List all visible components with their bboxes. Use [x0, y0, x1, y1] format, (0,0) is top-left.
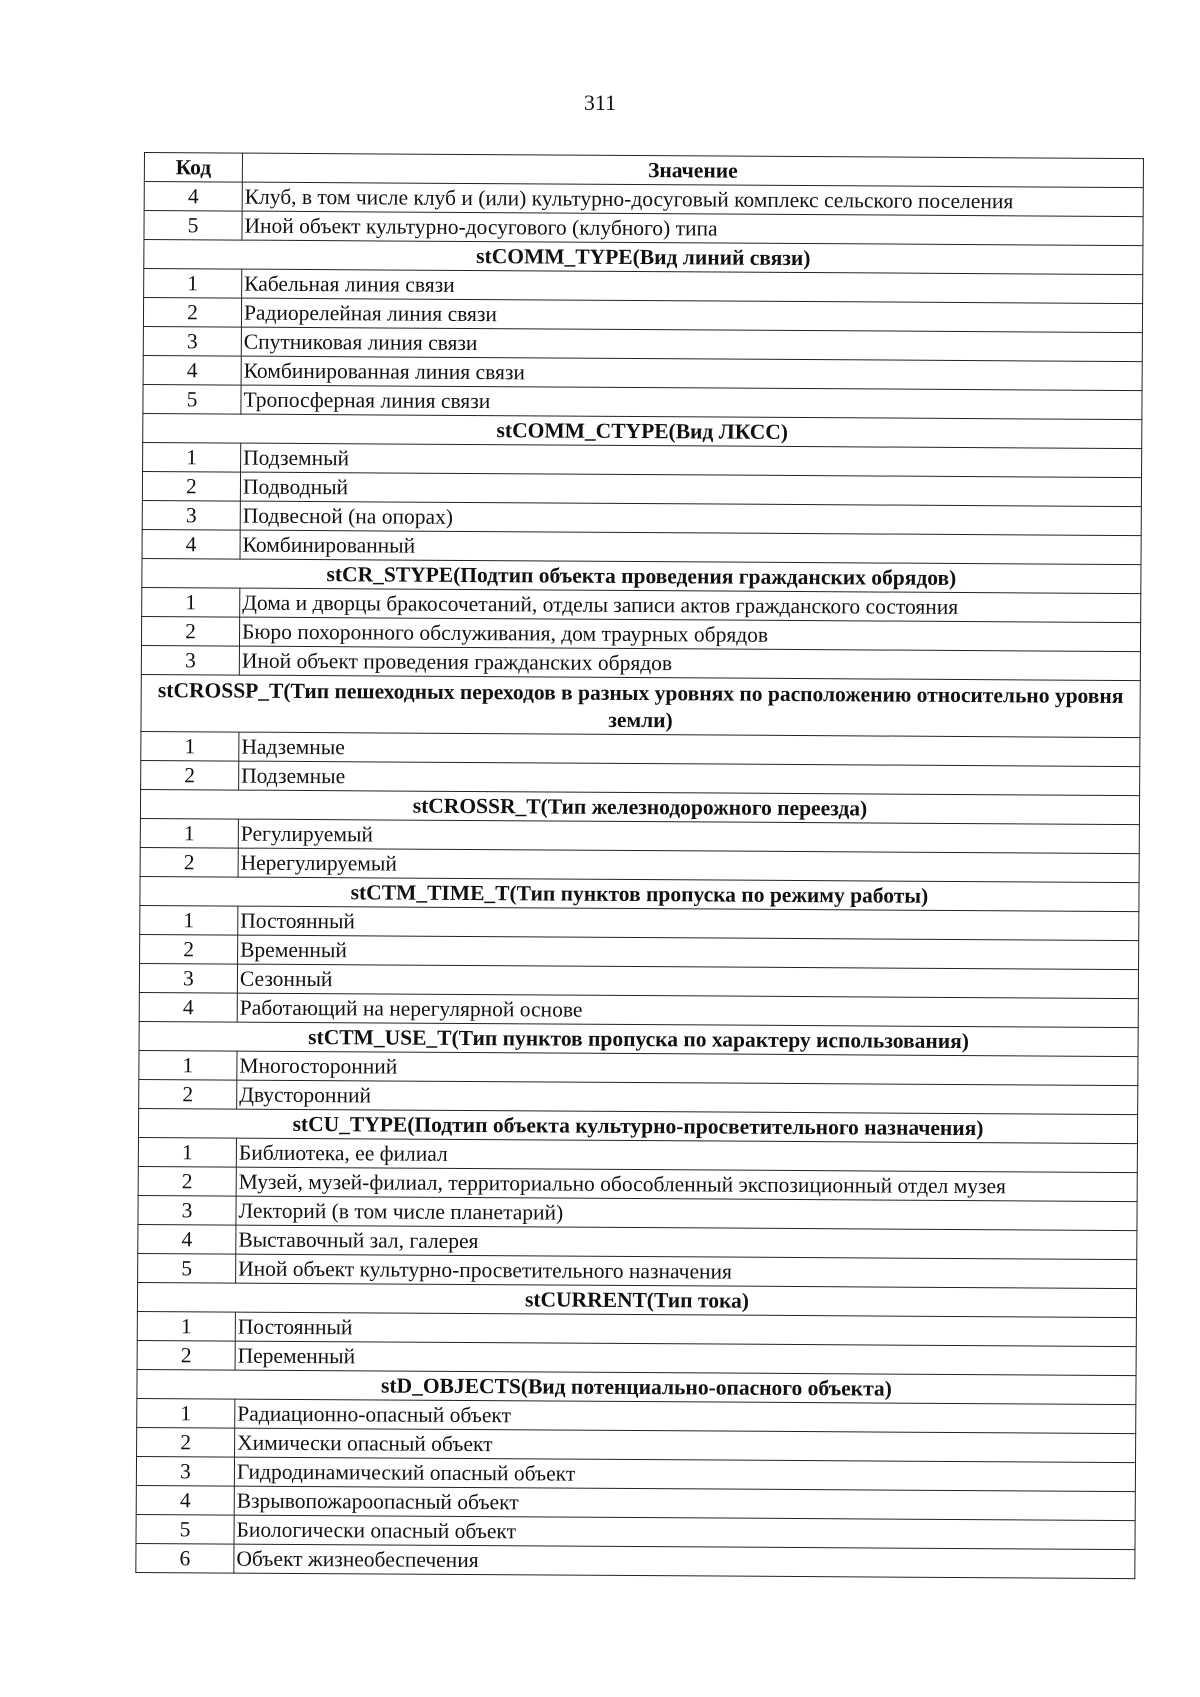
- code-cell: 2: [141, 760, 239, 790]
- code-cell: 4: [142, 529, 240, 559]
- code-cell: 5: [136, 1514, 234, 1544]
- value-cell: Работающий на нерегулярной основе: [237, 993, 1138, 1028]
- code-cell: 2: [143, 298, 241, 328]
- group-title: stCTM_USE_T(Тип пунктов пропуска по характеру использования): [139, 1021, 1138, 1056]
- group-title: stCOMM_CTYPE(Вид ЛКСС): [143, 413, 1142, 448]
- code-cell: 1: [140, 905, 238, 935]
- header-code: Код: [144, 153, 242, 183]
- code-cell: 1: [138, 1137, 236, 1167]
- value-cell: Двусторонний: [237, 1080, 1138, 1115]
- code-cell: 2: [139, 1079, 237, 1109]
- group-title: stCOMM_TYPE(Вид линий связи): [144, 240, 1143, 275]
- code-cell: 5: [144, 211, 242, 241]
- value-cell: Подвесной (на опорах): [240, 501, 1141, 536]
- value-cell: Подводный: [240, 472, 1141, 507]
- value-cell: Надземные: [239, 732, 1140, 767]
- value-cell: Библиотека, ее филиал: [236, 1138, 1137, 1173]
- code-cell: 2: [137, 1427, 235, 1457]
- value-cell: Иной объект культурно-просветительного назначения: [236, 1254, 1137, 1289]
- value-cell: Тропосферная линия связи: [241, 385, 1142, 420]
- code-cell: 4: [144, 182, 242, 212]
- code-cell: 3: [139, 963, 237, 993]
- code-cell: 4: [139, 992, 237, 1022]
- code-cell: 1: [139, 1050, 237, 1080]
- value-cell: Нерегулируемый: [238, 848, 1139, 883]
- value-cell: Иной объект проведения гражданских обрядов: [239, 646, 1140, 681]
- value-cell: Постоянный: [238, 906, 1139, 941]
- code-cell: 2: [141, 616, 239, 646]
- code-cell: 2: [142, 471, 240, 501]
- header-value: Значение: [242, 153, 1143, 188]
- code-cell: 5: [143, 384, 241, 414]
- group-title: stCROSSP_T(Тип пешеходных переходов в разных уровнях по расположению относительно уровня земли): [141, 674, 1140, 737]
- code-cell: 1: [140, 818, 238, 848]
- page-number: 311: [583, 90, 617, 115]
- value-cell: Комбинированный: [240, 530, 1141, 565]
- group-title: stCU_TYPE(Подтип объекта культурно-просветительного назначения): [138, 1108, 1137, 1143]
- value-cell: Взрывопожароопасный объект: [234, 1486, 1135, 1521]
- value-cell: Дома и дворцы бракосочетаний, отделы записи актов гражданского состояния: [240, 588, 1141, 623]
- value-cell: Объект жизнеобеспечения: [234, 1544, 1135, 1579]
- code-cell: 2: [138, 1166, 236, 1196]
- value-cell: Гидродинамический опасный объект: [234, 1457, 1135, 1492]
- code-cell: 4: [143, 355, 241, 385]
- table-row: [136, 1543, 1135, 1578]
- value-cell: Химически опасный объект: [235, 1428, 1136, 1463]
- group-title: stD_OBJECTS(Вид потенциально-опасного объекта): [137, 1369, 1136, 1404]
- code-cell: 3: [142, 500, 240, 530]
- code-cell: 1: [137, 1398, 235, 1428]
- value-cell: Сезонный: [237, 964, 1138, 999]
- value-cell: Многосторонний: [237, 1051, 1138, 1086]
- value-cell: Комбинированная линия связи: [241, 356, 1142, 391]
- code-cell: 1: [143, 442, 241, 472]
- value-cell: Кабельная линия связи: [242, 269, 1143, 304]
- group-title: stCROSSR_T(Тип железнодорожного переезда): [140, 789, 1139, 824]
- code-cell: 1: [141, 731, 239, 761]
- code-cell: 3: [136, 1456, 234, 1486]
- value-cell: Спутниковая линия связи: [241, 327, 1142, 362]
- code-cell: 2: [137, 1340, 235, 1370]
- code-cell: 3: [143, 326, 241, 356]
- code-cell: 1: [137, 1311, 235, 1341]
- value-cell: Временный: [238, 935, 1139, 970]
- group-header-row: [141, 674, 1140, 737]
- code-cell: 2: [140, 934, 238, 964]
- value-cell: Биологически опасный объект: [234, 1515, 1135, 1550]
- code-cell: 4: [136, 1485, 234, 1515]
- value-cell: Радиорелейная линия связи: [241, 298, 1142, 333]
- value-cell: Подземные: [239, 761, 1140, 796]
- value-cell: Радиационно-опасный объект: [235, 1399, 1136, 1434]
- group-title: stCR_STYPE(Подтип объекта проведения гражданских обрядов): [142, 558, 1141, 593]
- value-cell: Выставочный зал, галерея: [236, 1225, 1137, 1260]
- value-cell: Бюро похоронного обслуживания, дом траурных обрядов: [239, 617, 1140, 652]
- classifier-table: [135, 152, 1144, 1579]
- code-cell: 1: [142, 587, 240, 617]
- code-cell: 4: [138, 1224, 236, 1254]
- group-title: stCTM_TIME_T(Тип пунктов пропуска по режиму работы): [140, 876, 1139, 911]
- value-cell: Постоянный: [235, 1312, 1136, 1347]
- code-cell: 3: [141, 645, 239, 675]
- value-cell: Музей, музей-филиал, территориально обособленный экспозиционный отдел музея: [236, 1167, 1137, 1202]
- value-cell: Клуб, в том числе клуб и (или) культурно-досуговый комплекс сельского поселения: [242, 182, 1143, 217]
- code-cell: 6: [136, 1543, 234, 1573]
- value-cell: Переменный: [235, 1341, 1136, 1376]
- value-cell: Иной объект культурно-досугового (клубного) типа: [242, 211, 1143, 246]
- table-body: [136, 182, 1143, 1579]
- group-title: stCURRENT(Тип тока): [137, 1282, 1136, 1317]
- value-cell: Подземный: [241, 443, 1142, 478]
- code-cell: 2: [140, 847, 238, 877]
- code-cell: 1: [144, 269, 242, 299]
- code-cell: 5: [138, 1253, 236, 1283]
- value-cell: Лекторий (в том числе планетарий): [236, 1196, 1137, 1231]
- code-cell: 3: [138, 1195, 236, 1225]
- value-cell: Регулируемый: [238, 819, 1139, 854]
